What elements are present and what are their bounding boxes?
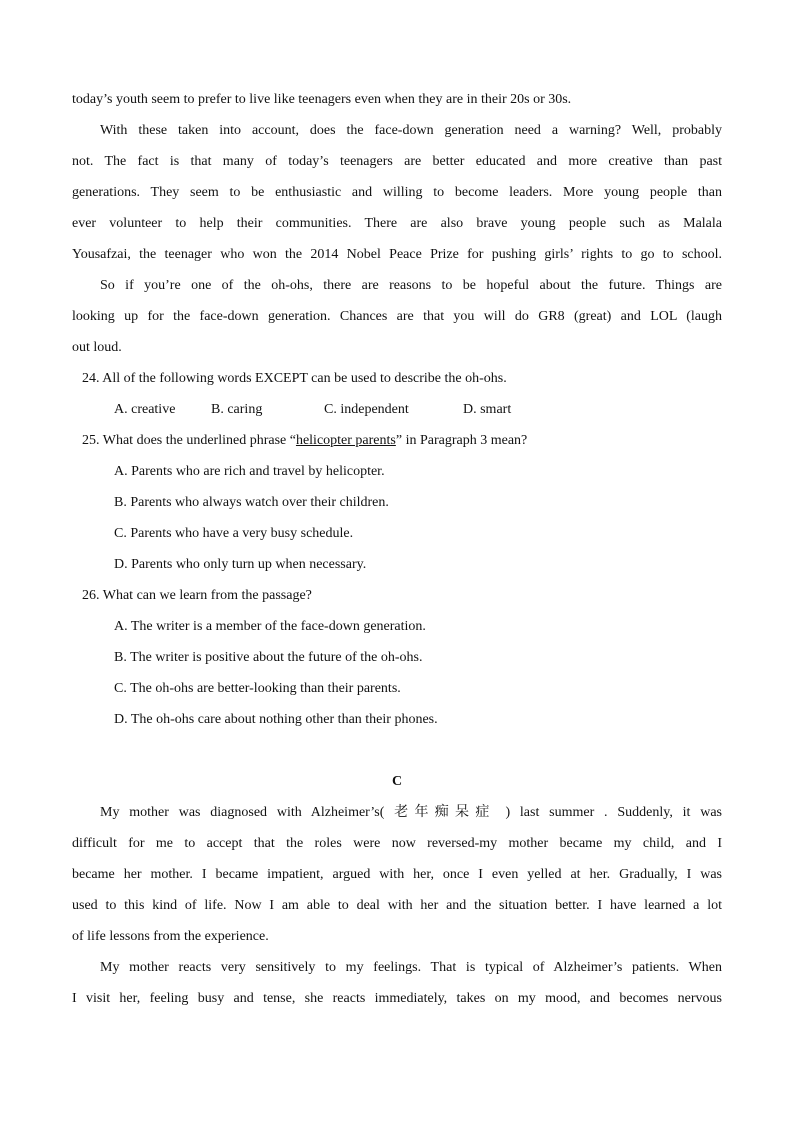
paragraph-2 bbox=[72, 115, 722, 270]
paragraph-line: I visit her, feeling busy and tense, she reacts immediately, takes on my mood, and becomes nervous bbox=[72, 991, 722, 1006]
question-stem: 26. What can we learn from the passage? bbox=[82, 588, 312, 603]
document-page bbox=[72, 84, 722, 1014]
option-d: D. Parents who only turn up when necessary. bbox=[114, 557, 367, 572]
spacer bbox=[72, 735, 722, 766]
option-b: B. Parents who always watch over their children. bbox=[114, 495, 389, 510]
option-c: C. independent bbox=[324, 402, 409, 417]
stem-text: ” in Paragraph 3 mean? bbox=[395, 433, 528, 448]
underlined-phrase: helicopter parents bbox=[295, 433, 396, 448]
stem-text: 25. What does the underlined phrase “ bbox=[82, 433, 296, 448]
paragraph-line: With these taken into account, does the face-down generation need a warning? Well, probably bbox=[100, 123, 722, 138]
question-26 bbox=[72, 580, 722, 735]
option-row bbox=[72, 394, 722, 425]
paragraph-line: today’s youth seem to prefer to live like teenagers even when they are in their 20s or 30s. bbox=[72, 92, 572, 107]
option-d: D. The oh-ohs care about nothing other than their phones. bbox=[114, 712, 438, 727]
paragraph-line: used to this kind of life. Now I am able to deal with her and the situation better. I have learned a lot bbox=[72, 898, 722, 913]
option-c: C. Parents who have a very busy schedule. bbox=[114, 526, 354, 541]
option-d: D. smart bbox=[463, 402, 512, 417]
option-a: A. The writer is a member of the face-down generation. bbox=[114, 619, 426, 634]
paragraph-3 bbox=[72, 270, 722, 363]
paragraph-line: became her mother. I became impatient, argued with her, once I even yelled at her. Gradually, I was bbox=[72, 867, 722, 882]
paragraph-line: looking up for the face-down generation. Chances are that you will do GR8 (great) and LOL (laugh bbox=[72, 309, 722, 324]
paragraph-line: of life lessons from the experience. bbox=[72, 929, 269, 944]
option-c: C. The oh-ohs are better-looking than their parents. bbox=[114, 681, 401, 696]
question-24 bbox=[72, 363, 722, 425]
paragraph-line: difficult for me to accept that the roles were now reversed-my mother became my child, and I bbox=[72, 836, 722, 851]
option-b: B. caring bbox=[211, 402, 263, 417]
paragraph-line: My mother reacts very sensitively to my feelings. That is typical of Alzheimer’s patients. When bbox=[100, 960, 722, 975]
paragraph-line: not. The fact is that many of today’s teenagers are better educated and more creative than past bbox=[72, 154, 722, 169]
paragraph-line: My mother was diagnosed with Alzheimer’s( 老年痴呆症 ) last summer . Suddenly, it was bbox=[100, 805, 722, 820]
option-b: B. The writer is positive about the future of the oh-ohs. bbox=[114, 650, 423, 665]
section-heading: C bbox=[391, 774, 403, 789]
question-25 bbox=[72, 425, 722, 580]
question-stem: 24. All of the following words EXCEPT can be used to describe the oh-ohs. bbox=[82, 371, 507, 386]
paragraph-line: out loud. bbox=[72, 340, 122, 355]
paragraph-line: Yousafzai, the teenager who won the 2014 Nobel Peace Prize for pushing girls’ rights to go to school. bbox=[72, 247, 722, 262]
paragraph-line: generations. They seem to be enthusiastic and willing to become leaders. More young people than bbox=[72, 185, 722, 200]
paragraph-line: ever volunteer to help their communities. There are also brave young people such as Malala bbox=[72, 216, 722, 231]
passage-c-paragraph-1 bbox=[72, 797, 722, 952]
paragraph-line: So if you’re one of the oh-ohs, there are reasons to be hopeful about the future. Things are bbox=[100, 278, 722, 293]
option-a: A. creative bbox=[114, 402, 176, 417]
question-stem bbox=[72, 425, 722, 456]
option-a: A. Parents who are rich and travel by helicopter. bbox=[114, 464, 385, 479]
passage-c-paragraph-2 bbox=[72, 952, 722, 1014]
